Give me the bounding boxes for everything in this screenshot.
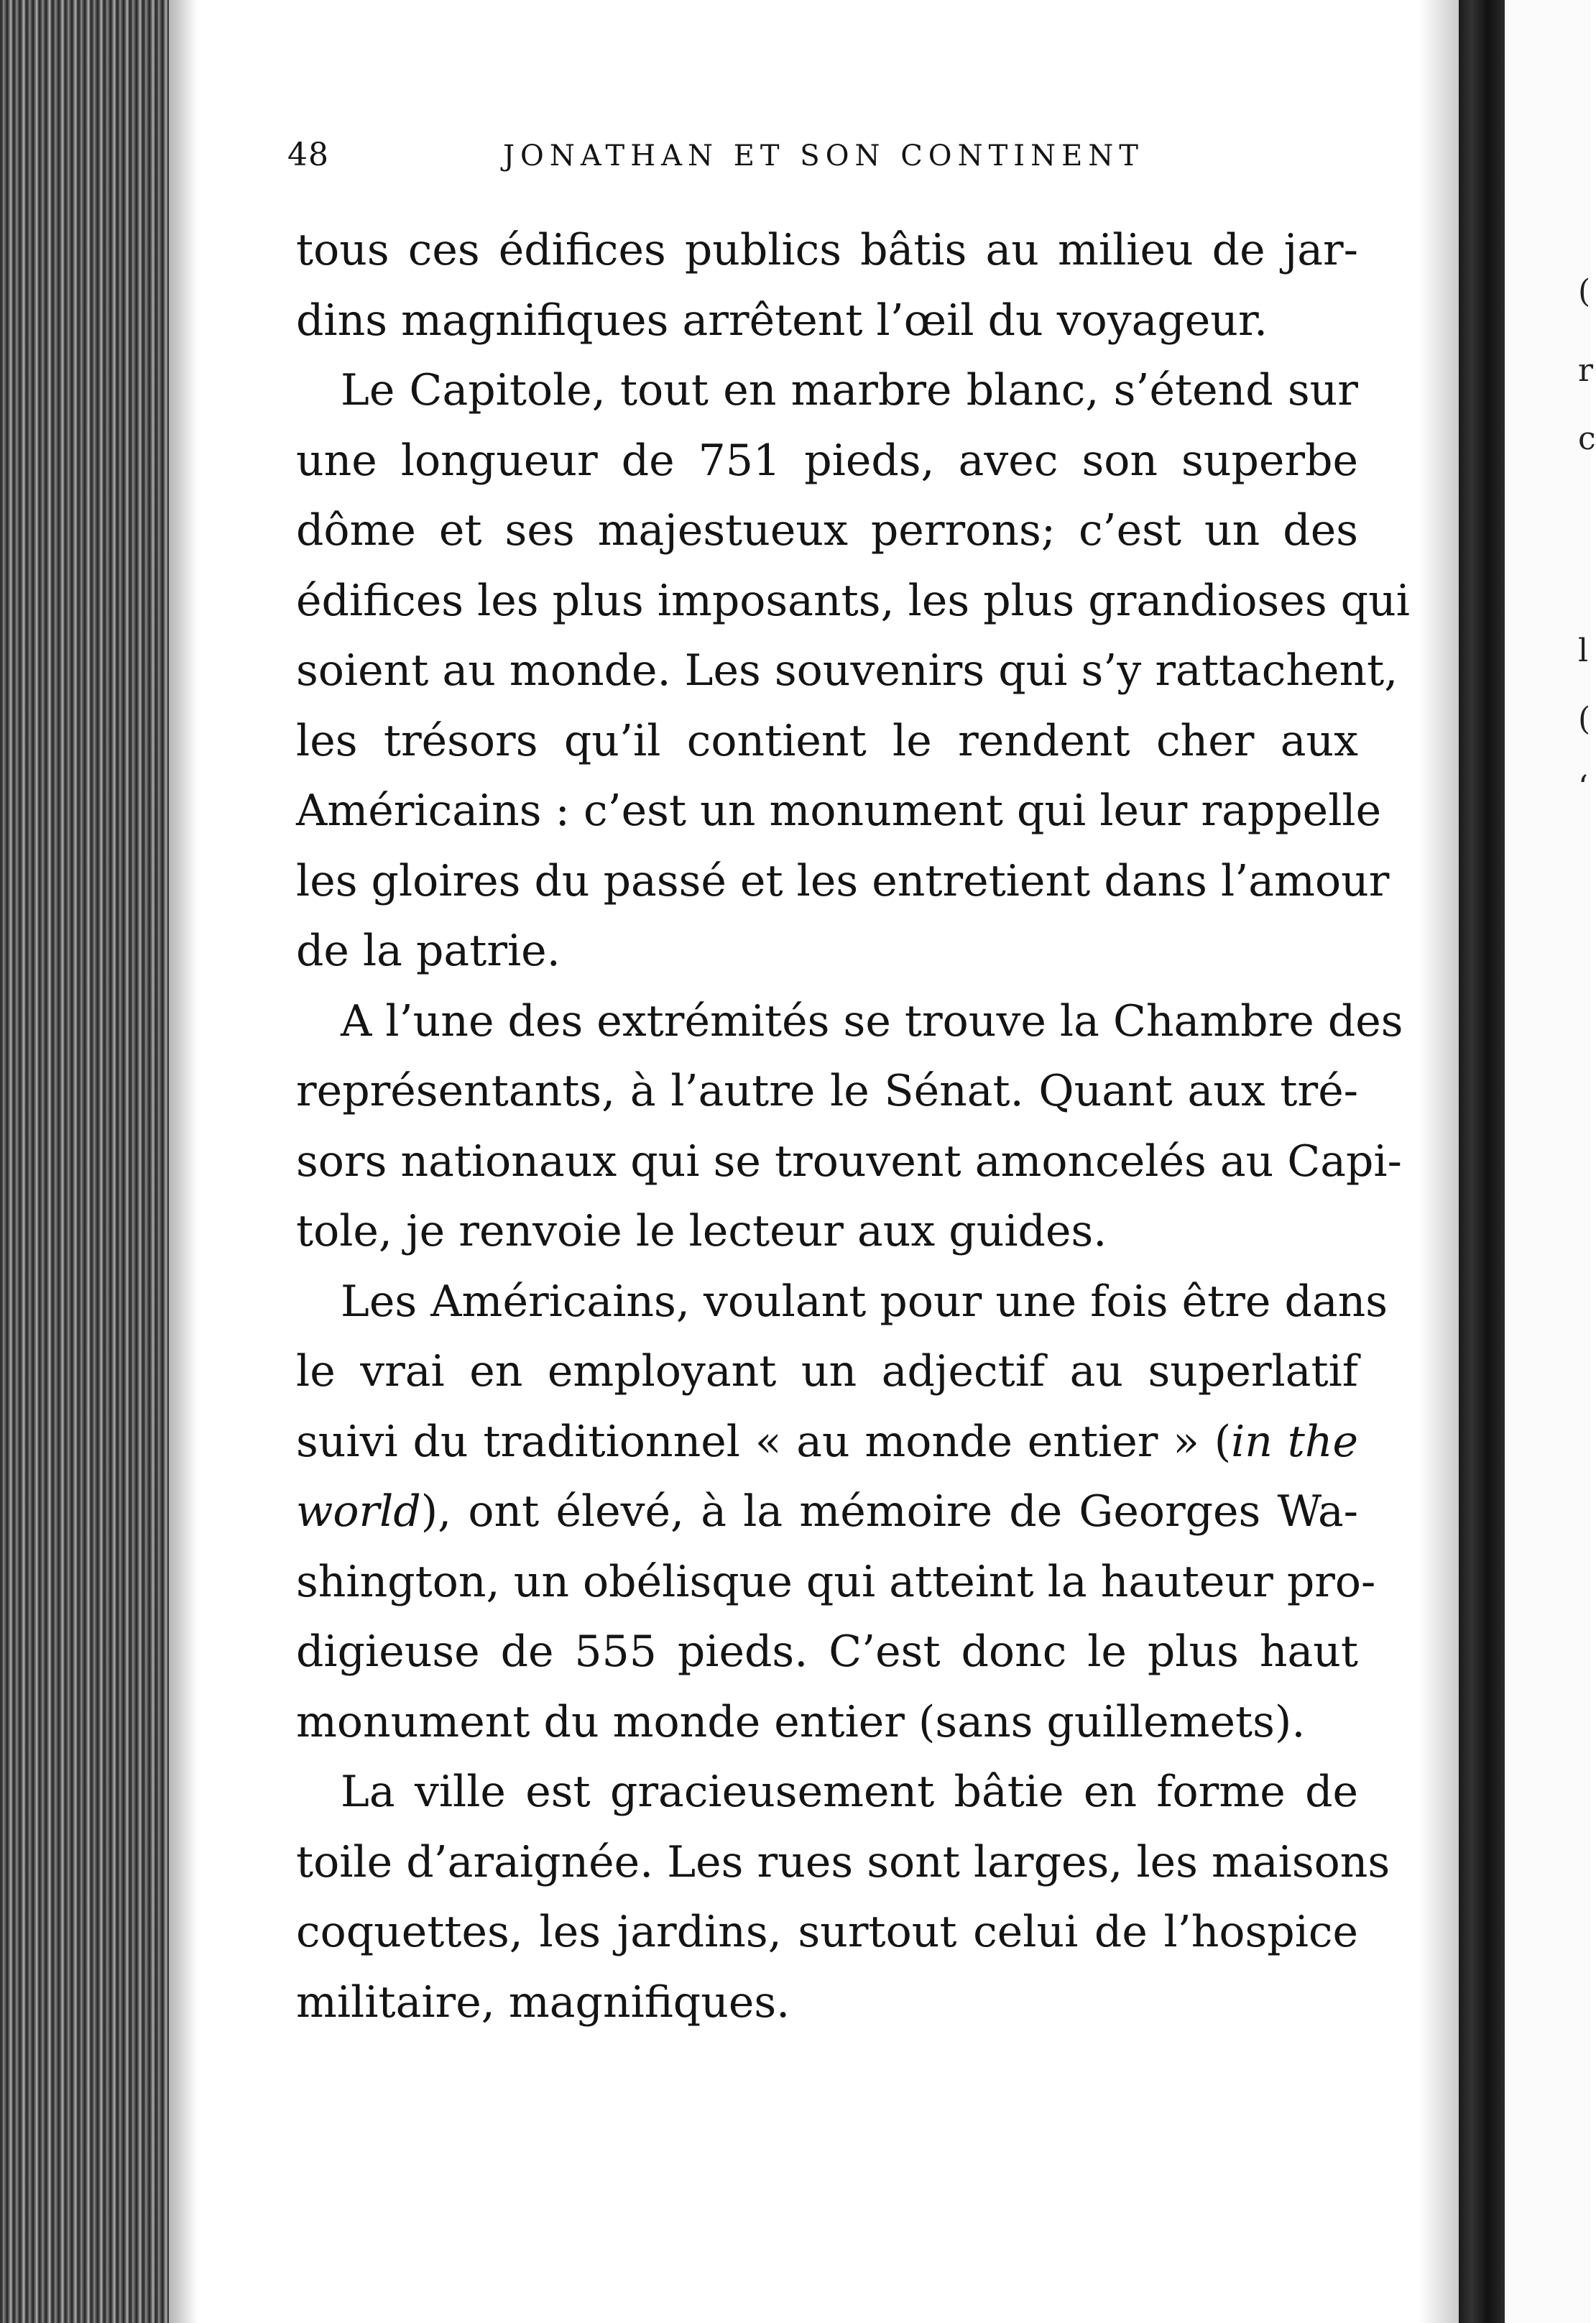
paragraph [296,987,1403,1267]
page-number: 48 [287,137,329,173]
body-text [296,216,1410,2038]
text-line: représentants, à l’autre le Sénat. Quant aux tré- [296,1066,1358,1116]
text-line: le vrai en employant un adjectif au superlatif [296,1346,1358,1397]
page-header [287,137,1344,187]
text-line: Américains : c’est un monument qui leur rappelle [296,786,1382,836]
text-line: dôme et ses majestueux perrons; c’est un des [296,505,1358,556]
text-segment: ), ont élevé, à la mémoire de Georges Wa- [420,1486,1358,1537]
book-binding-edge [0,0,169,2323]
text-line: digieuse de 555 pieds. C’est donc le plus haut [296,1627,1358,1677]
text-line: tous ces édifices publics bâtis au milieu de jar- [296,225,1358,275]
text-line: Les Américains, voulant pour une fois être dans [341,1276,1388,1327]
text-line: Le Capitole, tout en marbre blanc, s’étend sur [341,365,1358,415]
text-line: soient au monde. Les souvenirs qui s’y rattachent, [296,645,1398,696]
text-line: coquettes, les jardins, surtout celui de l’hospice [296,1907,1358,1957]
text-line: les gloires du passé et les entretient dans l’amour [296,855,1390,906]
next-page-fragment: l [1578,632,1589,669]
text-line: les trésors qu’il contient le rendent cher aux [296,715,1358,766]
text-line: édifices les plus imposants, les plus grandioses qui [296,575,1410,626]
text-line: monument du monde entier (sans guillemets). [296,1696,1306,1747]
book-gutter [1459,0,1505,2323]
gutter-shadow [1419,0,1459,2323]
text-line [296,1407,1358,1478]
paragraph [296,216,1358,356]
text-line: sors nationaux qui se trouvent amoncelés au Capi- [296,1136,1402,1187]
next-page-fragment: c [1578,420,1596,457]
text-line [296,1477,1358,1547]
running-title: JONATHAN ET SON CONTINENT [503,139,1144,172]
next-page-margin [1505,0,1594,2323]
text-line: A l’une des extrémités se trouve la Chambre des [341,995,1403,1046]
text-line: militaire, magnifiques. [296,1977,790,2028]
paragraph [296,1267,1388,1758]
paragraph [296,1757,1390,2038]
next-page-fragment: ( [1578,701,1591,737]
next-page-fragment: ‘ [1578,769,1588,806]
text-line: tole, je renvoie le lecteur aux guides. [296,1206,1107,1256]
text-line: La ville est gracieusement bâtie en forme de [341,1767,1358,1817]
paragraph [296,356,1410,987]
next-page-fragment: r [1578,352,1594,389]
text-segment: suivi du traditionnel « au monde entier » ( [296,1416,1232,1467]
text-line: toile d’araignée. Les rues sont larges, les maisons [296,1836,1390,1887]
text-line: une longueur de 751 pieds, avec son superbe [296,435,1358,486]
italic-text: in the [1231,1416,1358,1467]
text-line: shington, un obélisque qui atteint la hauteur pro- [296,1556,1376,1607]
italic-text: world [296,1486,421,1537]
next-page-fragment: ( [1578,273,1591,310]
text-line: de la patrie. [296,926,561,976]
text-line: dins magnifiques arrêtent l’œil du voyageur. [296,295,1268,346]
